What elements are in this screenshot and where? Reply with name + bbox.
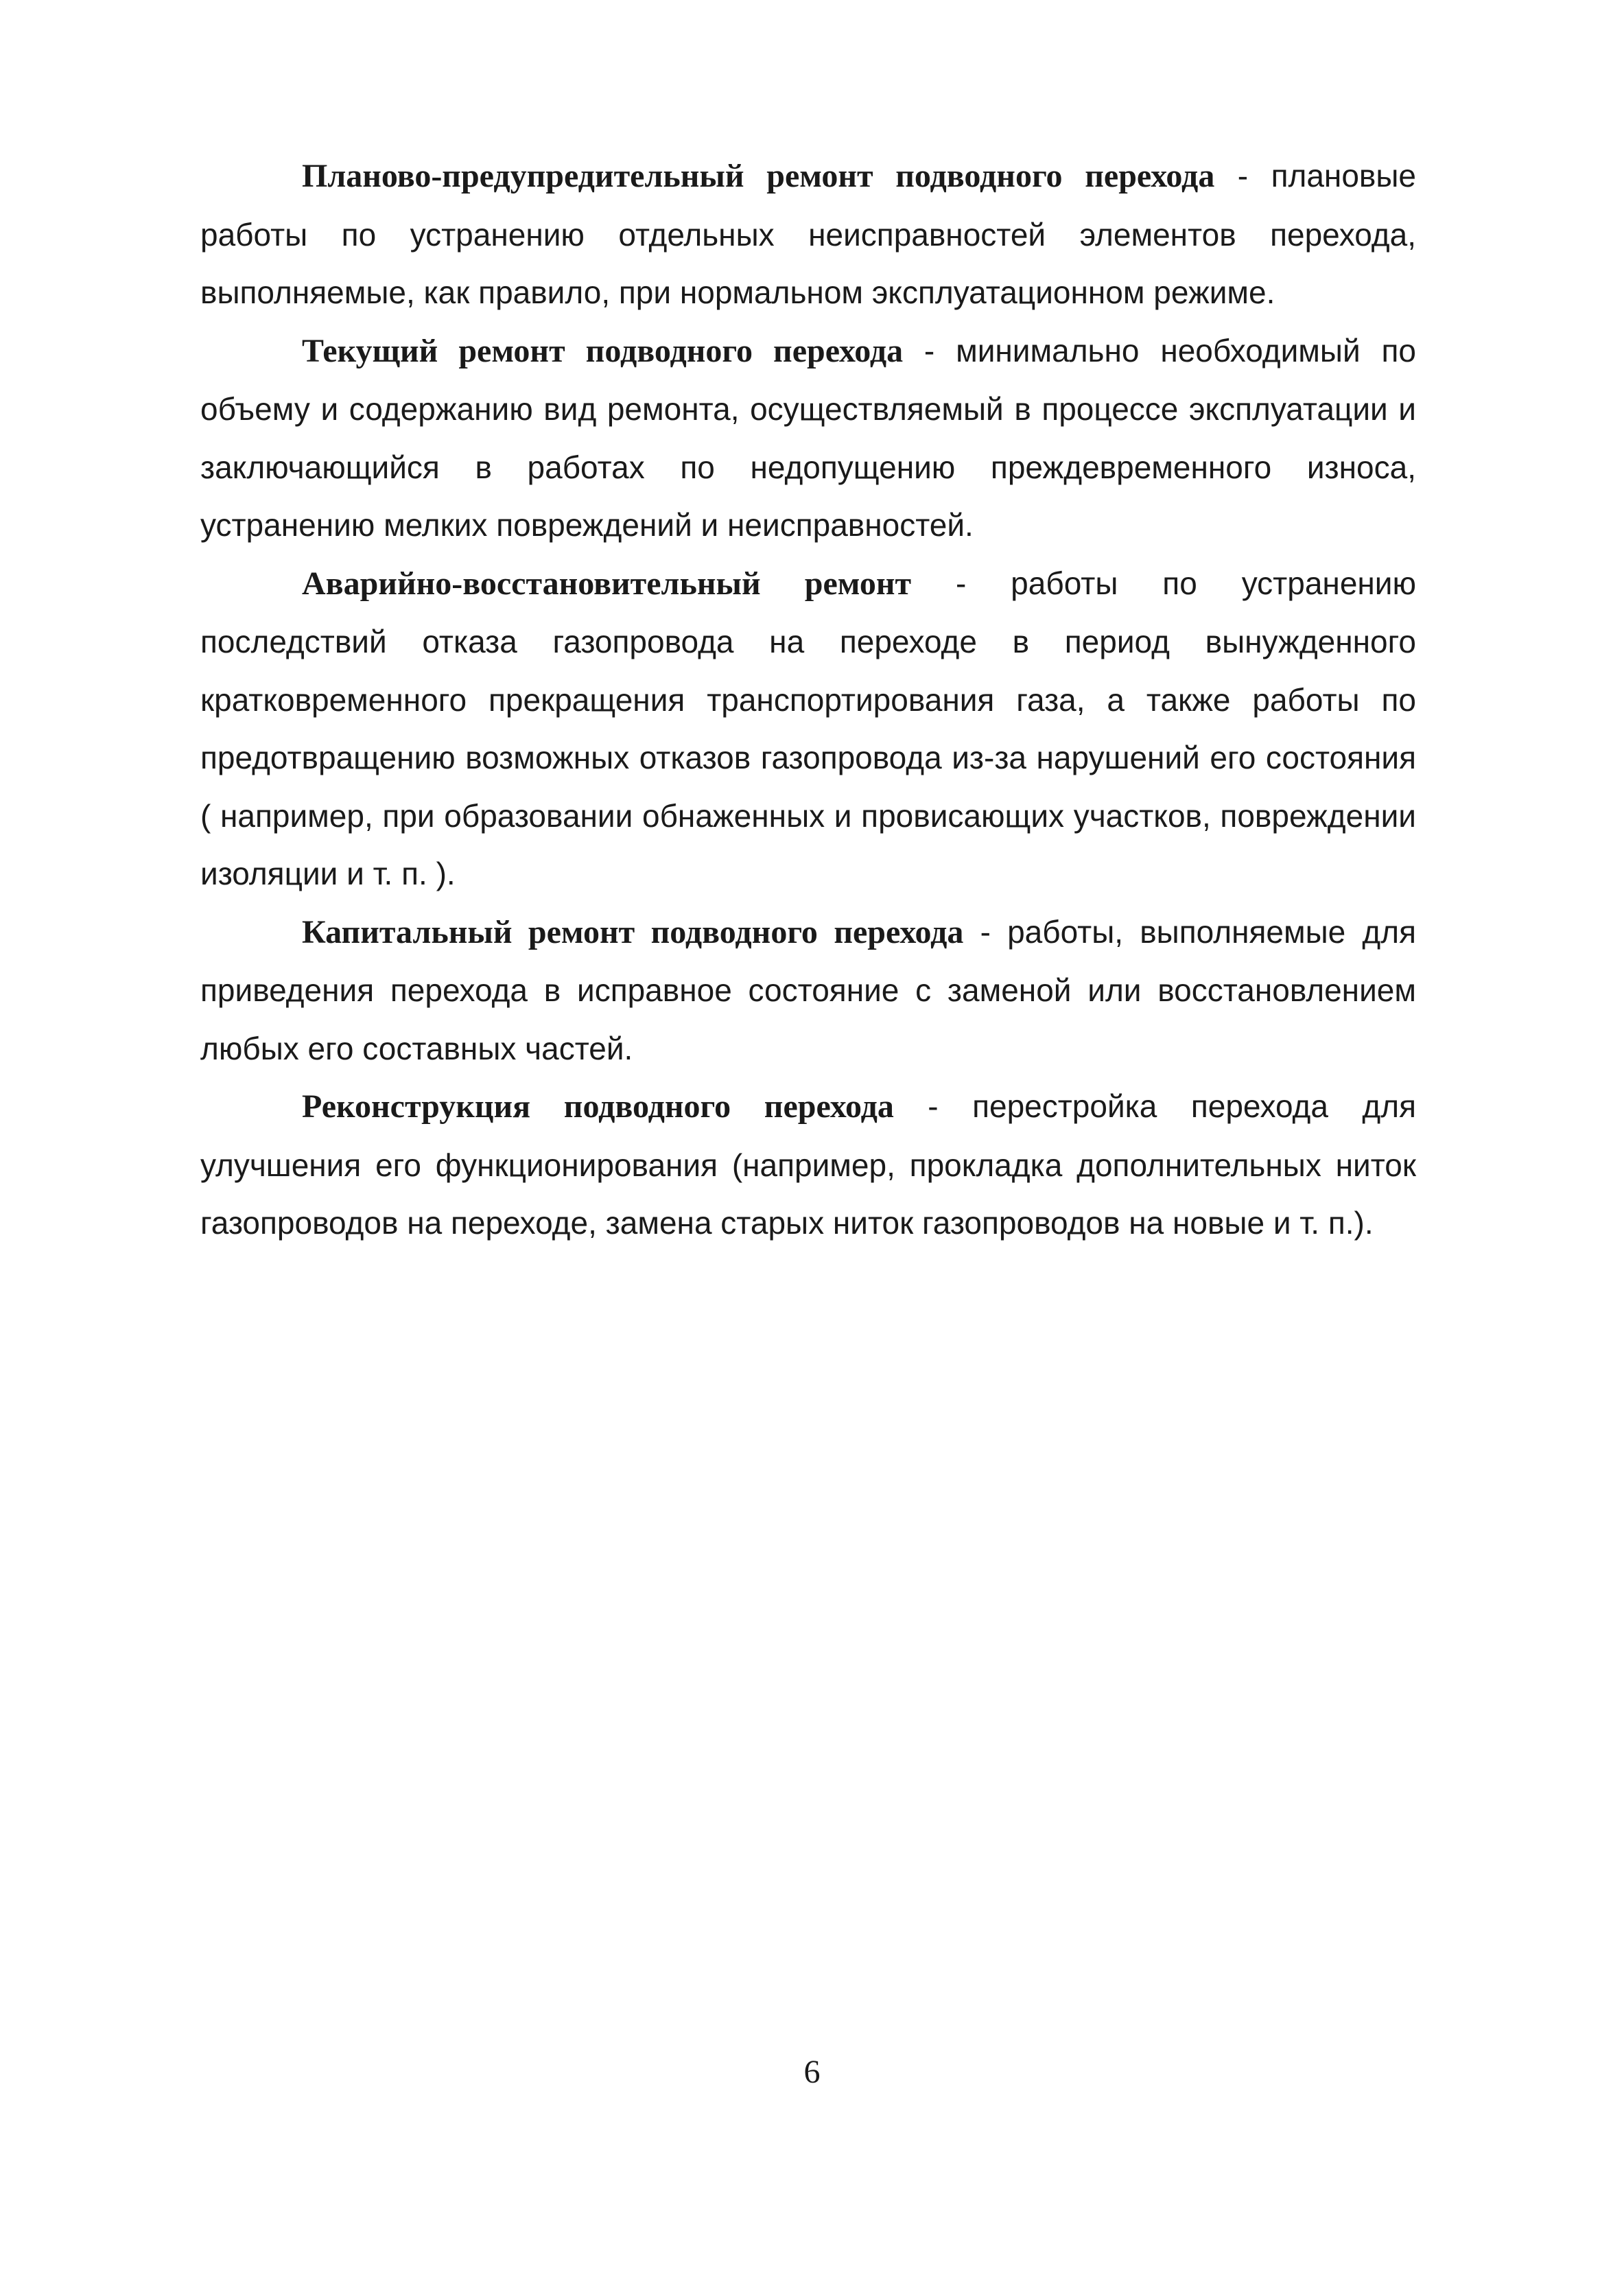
definition-term: Планово-предупредительный ремонт подводного перехода: [302, 158, 1215, 194]
definition-term: Текущий ремонт подводного перехода: [302, 332, 904, 369]
page-number: 6: [803, 2054, 821, 2090]
definition-paragraph: [200, 322, 1416, 554]
definition-text: - перестройка перехода для улучшения его функционирования (например, прокладка дополнительных ниток газопроводов на переходе, замена старых ниток газопроводов на новые и т. п.).: [200, 1088, 1417, 1241]
definition-text: - плановые работы по устранению отдельных неисправностей элементов перехода, выполняемые, как правило, при нормальном эксплуатационном режиме.: [200, 158, 1417, 310]
definition-text: - работы, выполняемые для приведения перехода в исправное состояние с заменой или восстановлением любых его составных частей.: [200, 913, 1417, 1066]
definition-paragraph: [200, 147, 1416, 322]
definition-term: Реконструкция подводного перехода: [302, 1088, 894, 1125]
document-body: [200, 147, 1416, 1252]
definition-term: Капитальный ремонт подводного перехода: [302, 913, 964, 950]
definition-text: - минимально необходимый по объему и содержанию вид ремонта, осуществляемый в процессе эксплуатации и заключающийся в работах по недопущению преждевременного износа, устранению мелких повреждений и неисправностей.: [200, 332, 1416, 543]
definition-paragraph: [200, 554, 1416, 903]
definition-text: - работы по устранению последствий отказа газопровода на переходе в период вынужденного кратковременного прекращения транспортирования газа, а также работы по предотвращению возможных отказов газопровода из-за нарушений его состояния ( например, при образовании обнаженных и провисающих участков, повреждении изоляции и т. п. ).: [200, 565, 1416, 891]
definition-term: Аварийно-восстановительный ремонт: [302, 565, 912, 602]
definition-paragraph: [200, 903, 1416, 1078]
definition-paragraph: [200, 1077, 1416, 1252]
